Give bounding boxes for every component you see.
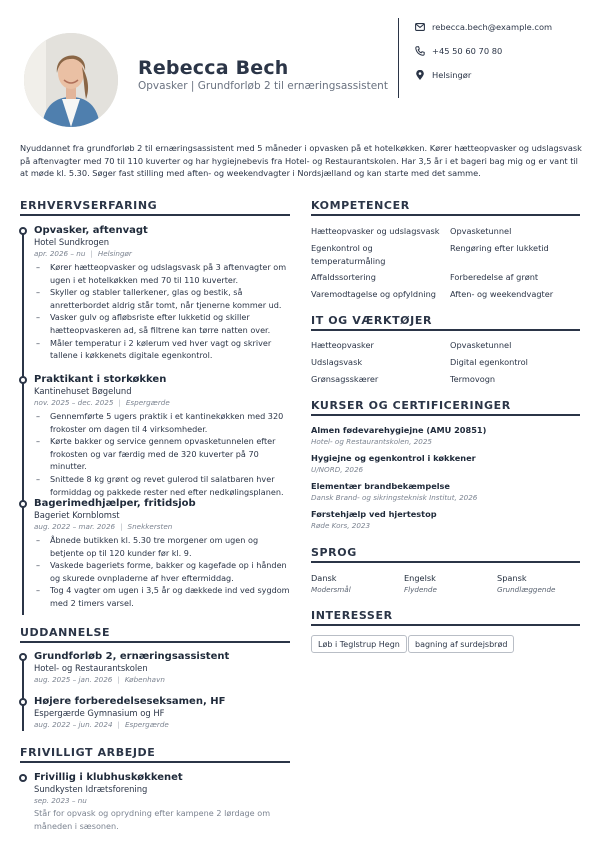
phone-icon [414, 45, 425, 56]
contact-phone[interactable] [414, 45, 502, 56]
course-provider: Røde Kors, 2023 [311, 521, 371, 530]
education-place: Espergærde [124, 720, 169, 729]
section-rule-tools [311, 329, 580, 331]
job-title: Bagerimedhjælper, fritidsjob [34, 498, 196, 509]
envelope-icon [414, 21, 425, 32]
language-item [497, 573, 555, 594]
course-item [311, 481, 580, 502]
education-title: Højere forberedelseseksamen, HF [34, 696, 226, 707]
job-title: Opvasker, aftenvagt [34, 225, 148, 236]
job-bullet: – Gennemførte 5 ugers praktik i et kantinekøkken med 320 frokoster om dagen til 4 virksomheder. [34, 410, 290, 435]
job-bullets [34, 410, 290, 498]
course-item [311, 509, 580, 530]
job-bullet: – Tog 4 vagter om ugen i 3,5 år og dækkede ind ved sygdom med 2 timers varsel. [34, 584, 290, 609]
course-provider: Hotel- og Restaurantskolen, 2025 [311, 437, 432, 446]
section-heading-volunteer: FRIVILLIGT ARBEJDE [20, 746, 156, 759]
job-bullet: – Vasker gulv og afløbsriste efter lukketid og skiller hætteopvaskeren ad, så filtrene kan tørre natten over. [34, 311, 290, 336]
section-heading-languages: SPROG [311, 546, 357, 559]
section-rule-interests [311, 624, 580, 626]
profile-photo [24, 33, 118, 127]
job-meta: aug. 2022 – mar. 2026 | Snekkersten [34, 522, 173, 531]
section-heading-courses: KURSER OG CERTIFICERINGER [311, 399, 511, 412]
interest-tag: Løb i Teglstrup Hegn [311, 635, 407, 653]
volunteer-title: Frivillig i klubhuskøkkenet [34, 772, 183, 783]
job-employer: Kantinehuset Bøgelund [34, 386, 132, 396]
interest-tag: bagning af surdejsbrød [408, 635, 514, 653]
job-bullets [34, 534, 290, 610]
job-meta: apr. 2026 – nu | Helsingør [34, 249, 132, 258]
location-pin-icon [414, 69, 425, 80]
contact-location-text: Helsingør [432, 69, 472, 80]
course-provider: U/NORD, 2026 [311, 465, 364, 474]
competence-item: Forberedelse af grønt [450, 272, 539, 282]
job-employer: Bageriet Kornblomst [34, 510, 120, 520]
tool-item: Hætteopvasker [311, 340, 374, 350]
course-title: Almen fødevarehygiejne (AMU 20851) [311, 425, 487, 435]
section-heading-interests: INTERESSER [311, 609, 393, 622]
education-meta: aug. 2025 – jan. 2026 | København [34, 675, 165, 684]
competence-item: Hætteopvasker og udslagsvask [311, 226, 440, 236]
job-place: Helsingør [97, 249, 132, 258]
job-entry [20, 498, 290, 610]
volunteer-description: Står for opvask og oprydning efter kampene 2 lørdage om måneden i sæsonen. [34, 808, 271, 831]
volunteer-dates: sep. 2023 – nu [34, 796, 87, 805]
candidate-subtitle: Opvasker | Grundforløb 2 til ernæringsassistent [138, 80, 388, 92]
job-entry [20, 374, 290, 498]
contact-phone-text: +45 50 60 70 80 [432, 45, 503, 56]
education-school: Espergærde Gymnasium og HF [34, 708, 165, 718]
course-item [311, 425, 580, 446]
job-dates: aug. 2022 – mar. 2026 [34, 522, 116, 531]
job-bullet: – Måler temperatur i 2 kølerum ved hver vagt og skriver tallene i køkkenets digitale egenkontrol. [34, 337, 290, 362]
tool-item: Opvasketunnel [450, 340, 512, 350]
competence-item: Varemodtagelse og opfyldning [311, 289, 436, 299]
language-name: Engelsk [404, 573, 436, 583]
education-dates: aug. 2025 – jan. 2026 [34, 675, 113, 684]
tool-item: Termovogn [450, 374, 496, 384]
job-dates: apr. 2026 – nu [34, 249, 86, 258]
course-item [311, 453, 580, 474]
section-rule-volunteer [20, 761, 290, 763]
language-level: Grundlæggende [497, 585, 556, 594]
language-level: Flydende [404, 585, 437, 594]
education-title: Grundforløb 2, ernæringsassistent [34, 651, 230, 662]
profile-summary: Nyuddannet fra grundforløb 2 til ernæringsassistent med 5 måneder i opvasken på et hotelkøkken. Kører hætteopvasker og udslagsvask på aftenvagter med 70 til 110 kuverter og har hygiejnebevis fra Hotel- og Restaurantskolen. Har 3,5 år i et bageri bag mig og er vant til at møde kl. 5.30. Søger fast stilling med aften- og weekendvagter i Nordsjælland og kan starte med det samme. [20, 143, 582, 178]
competence-item: Egenkontrol og temperaturmåling [311, 243, 386, 266]
language-item [404, 573, 437, 594]
job-bullets [34, 261, 290, 362]
course-title: Elementær brandbekæmpelse [311, 481, 450, 491]
candidate-name: Rebecca Bech [138, 57, 289, 79]
competence-item: Rengøring efter lukketid [450, 243, 549, 253]
education-place: København [124, 675, 165, 684]
job-bullet: – Vaskede bageriets forme, bakker og kagefade op i hånden og skurede ovnpladerne af hver eftermiddag. [34, 559, 290, 584]
person-photo-icon [24, 33, 118, 127]
section-heading-experience: ERHVERVSERFARING [20, 199, 158, 212]
contact-location [414, 69, 471, 80]
header-divider [398, 18, 399, 98]
education-entry [20, 651, 290, 684]
education-dates: aug. 2022 – jun. 2024 [34, 720, 113, 729]
section-rule-competences [311, 214, 580, 216]
job-place: Espergærde [125, 398, 170, 407]
section-heading-competences: KOMPETENCER [311, 199, 410, 212]
job-dates: nov. 2025 – dec. 2025 [34, 398, 114, 407]
course-title: Hygiejne og egenkontrol i køkkener [311, 453, 476, 463]
education-entry [20, 696, 290, 729]
contact-email-text: rebecca.bech@example.com [432, 21, 553, 32]
job-entry [20, 225, 290, 362]
job-bullet: – Snittede 8 kg grønt og revet gulerod til salatbaren hver formiddag og pakkede rester ned efter nedkølingsplanen. [34, 473, 290, 498]
education-meta: aug. 2022 – jun. 2024 | Espergærde [34, 720, 169, 729]
contact-email[interactable] [414, 21, 552, 32]
language-item [311, 573, 351, 594]
course-provider: Dansk Brand- og sikringsteknisk Institut, 2026 [311, 493, 478, 502]
section-heading-education: UDDANNELSE [20, 626, 111, 639]
job-bullet: – Skyller og stabler tallerkener, glas og bestik, så anretterbordet aldrig står tomt, når tjenerne kommer ud. [34, 286, 290, 311]
section-heading-tools: IT OG VÆRKTØJER [311, 314, 433, 327]
section-rule-education [20, 641, 290, 643]
competence-item: Opvasketunnel [450, 226, 512, 236]
job-bullet: – Åbnede butikken kl. 5.30 tre morgener om ugen og betjente op til 120 kunder før kl. 9. [34, 534, 290, 559]
education-school: Hotel- og Restaurantskolen [34, 663, 148, 673]
volunteer-org: Sundkysten Idrætsforening [34, 784, 148, 794]
job-employer: Hotel Sundkrogen [34, 237, 110, 247]
competence-item: Affaldssortering [311, 272, 376, 282]
job-place: Snekkersten [127, 522, 173, 531]
tool-item: Digital egenkontrol [450, 357, 528, 367]
section-rule-courses [311, 414, 580, 416]
section-rule-experience [20, 214, 290, 216]
job-meta: nov. 2025 – dec. 2025 | Espergærde [34, 398, 170, 407]
job-title: Praktikant i storkøkken [34, 374, 167, 385]
job-bullet: – Kører hætteopvasker og udslagsvask på 3 aftenvagter om ugen i et hotelkøkken med 70 til 110 kuverter. [34, 261, 290, 286]
tool-item: Grønsagsskærer [311, 374, 379, 384]
language-name: Spansk [497, 573, 527, 583]
course-title: Førstehjælp ved hjertestop [311, 509, 437, 519]
resume-header [0, 0, 600, 130]
language-name: Dansk [311, 573, 337, 583]
section-rule-languages [311, 561, 580, 563]
competence-item: Aften- og weekendvagter [450, 289, 554, 299]
job-bullet: – Kørte bakker og service gennem opvasketunnelen efter frokosten og var færdig med de 320 kuverter på 70 minutter. [34, 435, 290, 473]
language-level: Modersmål [311, 585, 351, 594]
volunteer-entry [20, 772, 290, 832]
tool-item: Udslagsvask [311, 357, 363, 367]
